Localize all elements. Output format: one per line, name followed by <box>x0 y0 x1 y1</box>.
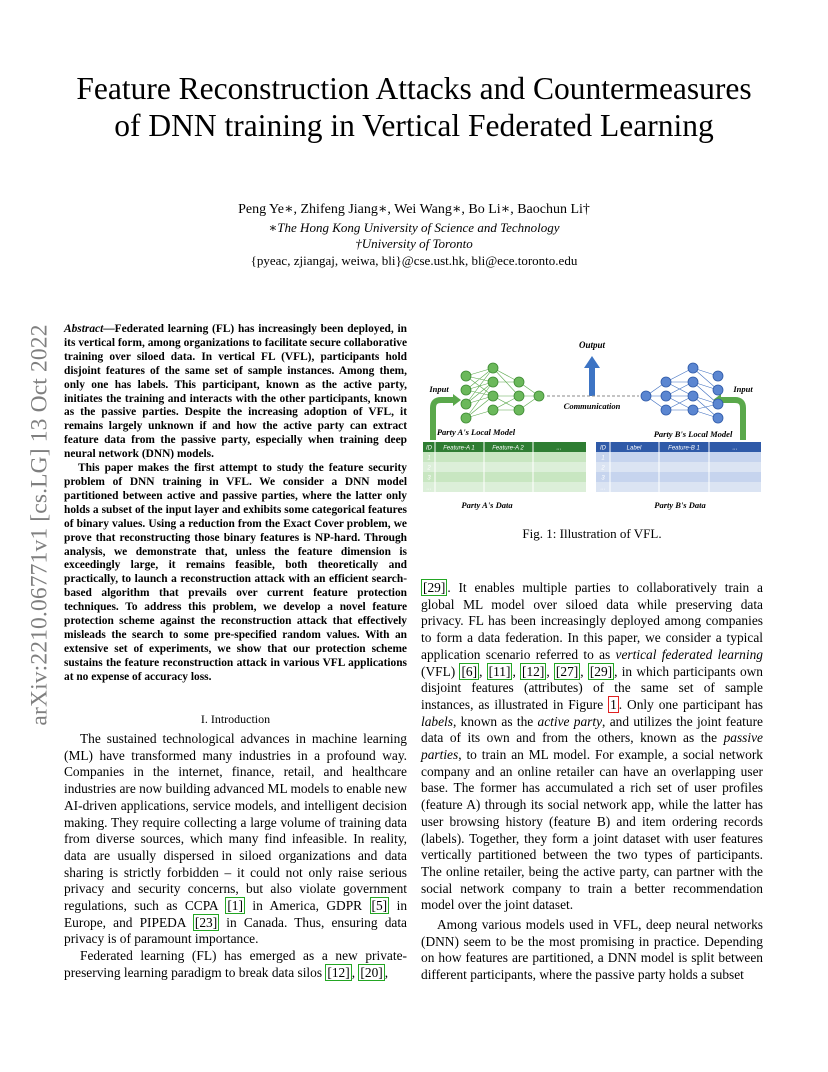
data-b-label: Party B's Data <box>654 500 706 510</box>
table-a-row-id: ... <box>426 485 432 492</box>
vfl-diagram <box>421 336 763 516</box>
abstract-label: Abstract <box>64 323 104 335</box>
section-heading-introduction: I. Introduction <box>200 712 271 726</box>
table-a-header-feature-2: Feature-A 2 <box>492 445 524 452</box>
abstract-text-1: Federated learning (FL) has increasingly been deployed, in its vertical form, among organizations to facilitate secure collaborative training over siloed data. In vertical FL (VFL), participants hold disjoint features of the same set of sample instances. Among them, only one has labels. This participant, known as the active party, initiates the training and interacts with the other participants, known as the passive parties. Despite the increasing adoption of VFL, it remains largely unknown if and how the active party can extract feature data from the passive party, especially when training deep neural network (DNN) models. <box>64 323 407 461</box>
table-a-header-id: ID <box>426 445 432 452</box>
table-a-row-id: 3 <box>427 475 431 482</box>
figure-vfl-illustration <box>421 336 763 521</box>
table-a-row-id: 2 <box>427 465 431 472</box>
affiliation-hkust: ∗The Hong Kong University of Science and Technology <box>268 220 560 235</box>
data-a-label: Party A's Data <box>461 500 513 510</box>
table-b <box>596 442 761 492</box>
table-b-header-ellipsis: ... <box>732 445 738 452</box>
introduction-left-column <box>64 731 407 982</box>
table-b-row-id: 1 <box>601 455 605 462</box>
communication-label: Communication <box>563 401 621 411</box>
network-b-icon <box>641 363 723 423</box>
table-a-row-id: 1 <box>427 455 431 462</box>
table-a-header-ellipsis: ... <box>556 445 562 452</box>
arxiv-stamp: arXiv:2210.06771v1 [cs.LG] 13 Oct 2022 <box>26 324 53 726</box>
network-a-icon <box>461 363 544 423</box>
introduction-right-column <box>421 580 763 984</box>
table-a-header-feature-1: Feature-A 1 <box>443 445 475 452</box>
author-emails: {pyeac, zjiangaj, weiwa, bli}@cse.ust.hk, bli@ece.toronto.edu <box>250 253 578 268</box>
author-list: Peng Ye∗, Zhifeng Jiang∗, Wei Wang∗, Bo Li∗, Baochun Li† <box>238 202 590 217</box>
intro-paragraph-1: The sustained technological advances in machine learning (ML) have transformed many industries in a profound way. Companies in the internet, finance, retail, and healthcare industries are now building advanced ML models to enable new AI-driven applications, service models, and intelligent decision making. They require collecting a large volume of training data from diverse sources, which many find infeasible. In reality, data are usually dispersed in siloed organizations and data sharing is strictly forbidden – it could not only raise serious privacy and security concerns, but also violate government regulations, such as CCPA [1] in America, GDPR [5] in Europe, and PIPEDA [23] in Canada. Thus, ensuring data privacy is of paramount importance. <box>64 731 408 947</box>
table-b-header-feature-1: Feature-B 1 <box>668 445 700 452</box>
output-label: Output <box>578 340 606 350</box>
figure-caption: Fig. 1: Illustration of VFL. <box>522 526 662 541</box>
intro-paragraph-3: Among various models used in VFL, deep neural networks (DNN) seem to be the most promising in practice. Depending on how features are partitioned, a DNN model is split between different participants, where the passive party holds a subset <box>421 917 763 983</box>
model-b-label: Party B's Local Model <box>653 429 733 439</box>
table-b-row-id: 2 <box>601 465 605 472</box>
input-a-label: Input <box>429 384 449 394</box>
abstract-paragraph-1: Abstract—Federated learning (FL) has increasingly been deployed, in its vertical form, among organizations to facilitate secure collaborative training over siloed data. In vertical FL (VFL), participants hold disjoint features of the same set of sample instances. Among them, only one has labels. This participant, known as the active party, initiates the training and interacts with the other participants, known as the passive parties. Despite the increasing adoption of VFL, it remains largely unknown if and how the active party can extract feature data from the passive party, especially when training deep neural network (DNN) models. <box>64 323 407 461</box>
intro-paragraph-2-cont: [29] . It enables multiple parties to collaboratively train a global ML model over siloed data while preserving data privacy. FL has been increasingly deployed among companies to form a data federation. In this paper, we consider a typical application scenario referred to as vertical federated learning (VFL) [6] , [11] , [12] , [27] , [29] , in which participants own disjoint features (attributes) of the same set of sample instances, as illustrated in Figure 1 . Only one participant has labels, known as the active party, and utilizes the joint feature data of its own and from the others, known as the passive parties, to train an ML model. For example, a social network company and an online retailer can have an overlapping user base. The former has accumulated a rich set of user profiles (feature A) through its social network app, while the latter has user browsing history (feature B) and item ordering records (labels). Together, they form a joint dataset with user features vertically partitioned between the two types of participants. The online retailer, being the active party, can partner with the social network company to train a better recommendation model over the joint dataset. <box>421 580 764 913</box>
table-a <box>423 442 586 492</box>
model-a-label: Party A's Local Model <box>436 427 516 437</box>
abstract <box>64 323 407 685</box>
input-b-label: Input <box>733 384 753 394</box>
abstract-paragraph-2: This paper makes the first attempt to study the feature security problem of DNN training in VFL. We consider a DNN model partitioned between active and passive parties, where the latter only holds a subset of the input layer and exhibits some categorical features of binary values. Using a reduction from the Exact Cover problem, we prove that reconstructing those binary features is NP-hard. Through analysis, we demonstrate that, unless the feature dimension is exceedingly large, it remains feasible, both theoretically and practically, to launch a reconstruction attack with an efficient search-based algorithm that prevails over current feature protection techniques. To address this problem, we develop a novel feature protection scheme against the reconstruction attack that effectively misleads the search to some pre-specified random values. With an extensive set of experiments, we show that our protection scheme sustains the feature reconstruction attack in various VFL applications at no expense of accuracy loss. <box>64 462 407 683</box>
table-b-header-id: ID <box>600 445 606 452</box>
paper-title: Feature Reconstruction Attacks and Countermeasures of DNN training in Vertical Federated Learning <box>76 71 752 143</box>
table-b-header-label: Label <box>626 445 642 452</box>
intro-paragraph-2: Federated learning (FL) has emerged as a new private-preserving learning paradigm to break data silos [12] , [20] , <box>64 948 407 980</box>
affiliation-toronto: †University of Toronto <box>355 236 473 251</box>
table-b-row-id: ... <box>600 485 606 492</box>
table-b-row-id: 3 <box>601 475 605 482</box>
output-arrow <box>584 356 600 396</box>
